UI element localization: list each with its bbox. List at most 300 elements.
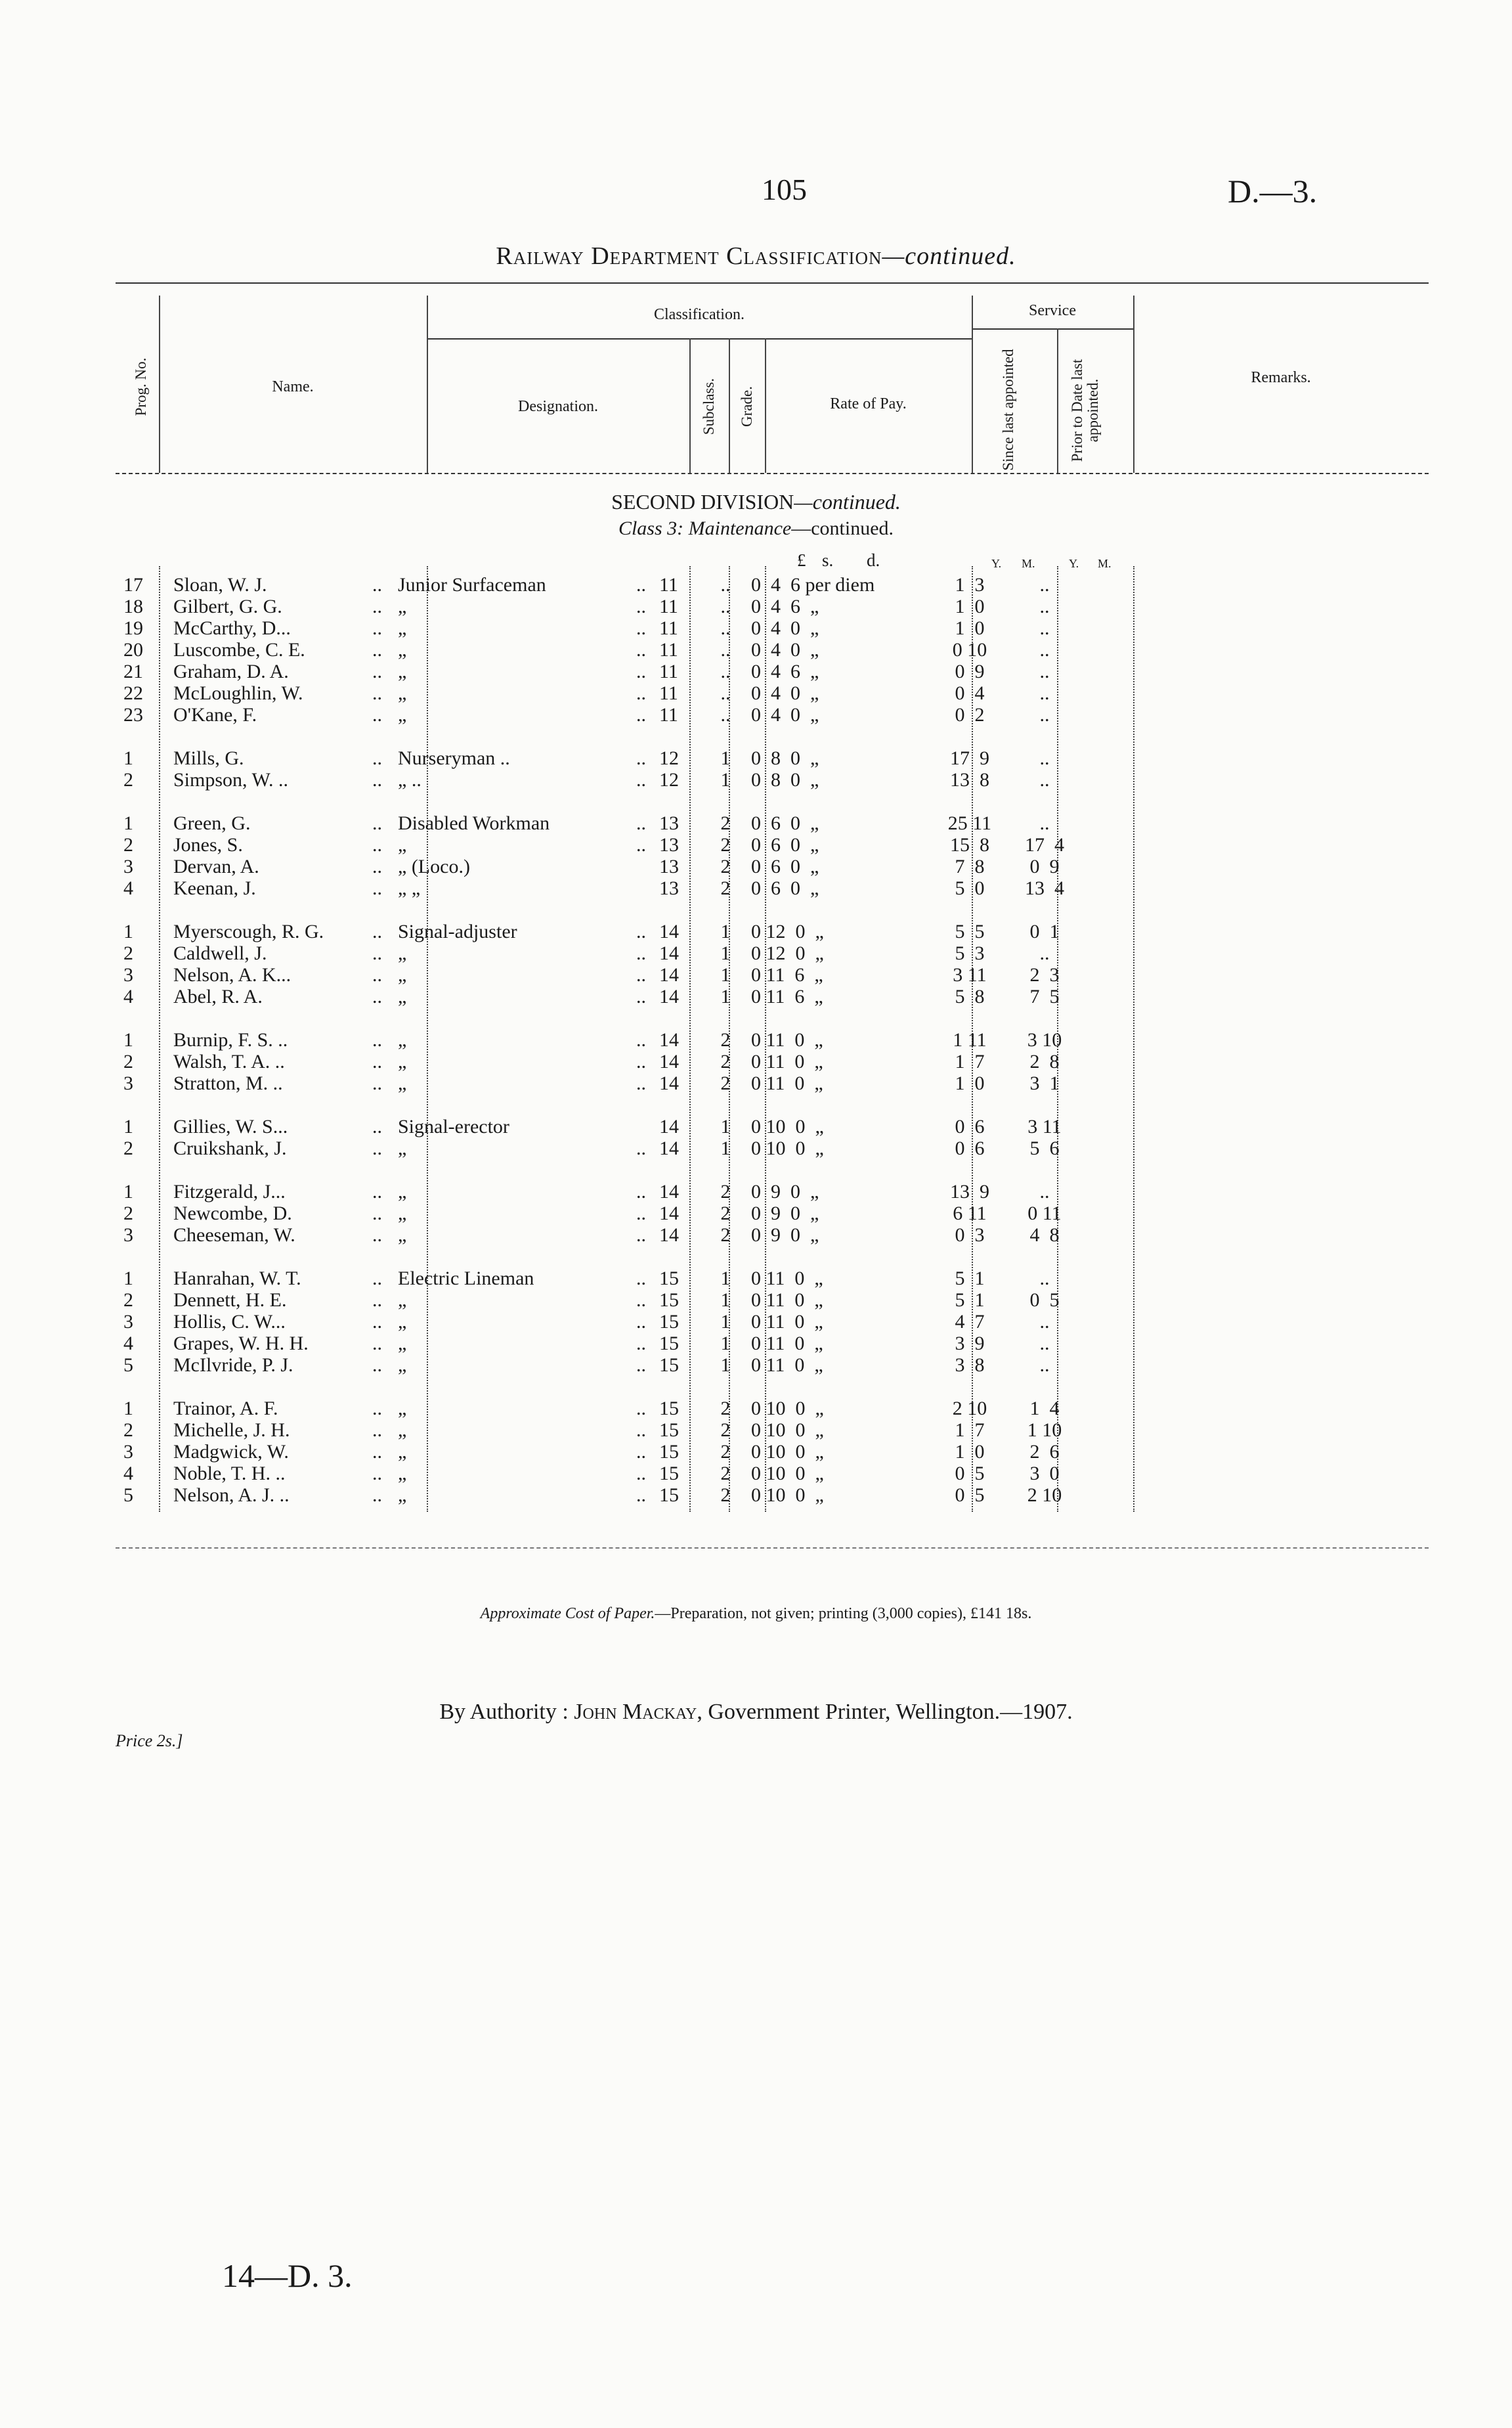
unit-months-prior: M.: [1098, 557, 1112, 570]
since-last-cell: 3 11: [953, 964, 987, 986]
table-row: [118, 574, 1081, 596]
designation-text: „: [398, 1289, 407, 1311]
grade-cell: ..: [720, 574, 731, 596]
printer-authority: [0, 1700, 1512, 1725]
unit-years-since: Y.: [991, 557, 1002, 570]
subclass-cell: 12: [659, 769, 679, 791]
prog-no-cell: 19: [123, 617, 143, 639]
rate-cell: 0 11 0 „: [751, 1354, 823, 1376]
name-leader-dots: ..: [372, 639, 382, 661]
name-text: Madgwick, W.: [173, 1441, 289, 1463]
rate-cell: 0 11 6 „: [751, 964, 823, 986]
classification-rule: [427, 338, 972, 340]
designation-leader-dots: ..: [636, 1051, 646, 1072]
subclass-cell: 14: [659, 1072, 679, 1094]
table-row: [118, 1268, 1081, 1289]
rate-cell: 0 6 0 „: [751, 812, 819, 834]
name-text: Simpson, W. ..: [173, 769, 289, 791]
table-row: [118, 639, 1081, 661]
name-leader-dots: ..: [372, 834, 382, 856]
grade-cell: 2: [720, 1029, 731, 1051]
subclass-cell: 14: [659, 1029, 679, 1051]
name-leader-dots: ..: [372, 877, 382, 899]
spacer-cell: [118, 791, 1081, 812]
designation-leader-dots: ..: [636, 1268, 646, 1289]
grade-cell: 2: [720, 812, 731, 834]
authority-prefix: By Authority :: [439, 1700, 574, 1724]
prog-no-cell: 2: [123, 942, 133, 964]
prior-to-date-cell: 0 9: [1029, 856, 1060, 877]
name-leader-dots: ..: [372, 812, 382, 834]
table-bottom-rule: [116, 1547, 1429, 1549]
name-leader-dots: ..: [372, 1419, 382, 1441]
grade-cell: 2: [720, 1224, 731, 1246]
name-leader-dots: ..: [372, 986, 382, 1007]
prog-no-cell: 2: [123, 834, 133, 856]
prior-to-date-cell: ..: [1039, 617, 1050, 639]
table-row: [118, 747, 1081, 769]
prior-to-date-cell: 3 10: [1027, 1029, 1062, 1051]
name-text: Michelle, J. H.: [173, 1419, 290, 1441]
name-text: McLoughlin, W.: [173, 682, 303, 704]
designation-cell: [390, 1224, 654, 1246]
since-last-cell: 0 6: [955, 1137, 985, 1159]
designation-cell: [390, 1398, 654, 1419]
authority-suffix: , Government Printer, Wellington.—1907.: [697, 1700, 1073, 1724]
since-last-cell: 1 7: [955, 1051, 985, 1072]
rate-cell: 0 12 0 „: [751, 942, 824, 964]
rate-cell: 0 8 0 „: [751, 747, 819, 769]
name-cell: [164, 1441, 390, 1463]
header-col-line-6: [972, 296, 973, 473]
name-cell: [164, 986, 390, 1007]
grade-cell: 1: [720, 747, 731, 769]
group-spacer: [118, 791, 1081, 812]
prior-to-date-cell: ..: [1039, 704, 1050, 726]
table-row: [118, 834, 1081, 856]
designation-text: „: [398, 1441, 407, 1463]
table-row: [118, 1224, 1081, 1246]
subclass-cell: 14: [659, 1137, 679, 1159]
table-row: [118, 964, 1081, 986]
prog-no-cell: 23: [123, 704, 143, 726]
grade-cell: 1: [720, 964, 731, 986]
name-leader-dots: ..: [372, 1484, 382, 1506]
designation-cell: [390, 704, 654, 726]
prior-to-date-cell: 2 10: [1027, 1484, 1062, 1506]
subclass-cell: 15: [659, 1441, 679, 1463]
subclass-cell: 14: [659, 964, 679, 986]
prog-no-cell: 1: [123, 1268, 133, 1289]
designation-text: Signal-adjuster: [398, 921, 517, 942]
grade-cell: 1: [720, 1311, 731, 1333]
designation-leader-dots: ..: [636, 1398, 646, 1419]
designation-text: „: [398, 1029, 407, 1051]
prog-no-cell: 3: [123, 856, 133, 877]
name-cell: [164, 704, 390, 726]
class-continued: —continued.: [791, 518, 894, 539]
table-row: [118, 1311, 1081, 1333]
since-last-cell: 5 1: [955, 1289, 985, 1311]
designation-cell: [390, 1419, 654, 1441]
since-last-cell: 0 3: [955, 1224, 985, 1246]
since-last-cell: 6 11: [953, 1203, 987, 1224]
name-cell: [164, 769, 390, 791]
subclass-cell: 11: [659, 639, 678, 661]
name-text: Noble, T. H. ..: [173, 1463, 286, 1484]
name-text: Myerscough, R. G.: [173, 921, 324, 942]
unit-shillings: s.: [822, 550, 834, 570]
name-text: Hanrahan, W. T.: [173, 1268, 301, 1289]
since-last-cell: 0 5: [955, 1484, 985, 1506]
since-last-cell: 1 0: [955, 596, 985, 617]
designation-text: „: [398, 1181, 407, 1203]
prog-no-cell: 18: [123, 596, 143, 617]
group-spacer: [118, 899, 1081, 921]
prior-to-date-cell: 0 5: [1029, 1289, 1060, 1311]
name-leader-dots: ..: [372, 1463, 382, 1484]
name-text: Cheeseman, W.: [173, 1224, 295, 1246]
designation-leader-dots: ..: [636, 1419, 646, 1441]
subclass-cell: 13: [659, 877, 679, 899]
table-row: [118, 1029, 1081, 1051]
name-leader-dots: ..: [372, 921, 382, 942]
designation-leader-dots: ..: [636, 1484, 646, 1506]
designation-text: „ ..: [398, 769, 421, 791]
rate-cell: 0 12 0 „: [751, 921, 824, 942]
rate-cell: 0 8 0 „: [751, 769, 819, 791]
since-last-cell: 3 9: [955, 1333, 985, 1354]
rate-cell: 0 11 0 „: [751, 1029, 823, 1051]
name-text: Graham, D. A.: [173, 661, 289, 682]
designation-text: Nurseryman ..: [398, 747, 510, 769]
designation-cell: [390, 661, 654, 682]
spacer-cell: [118, 1376, 1081, 1398]
designation-cell: [390, 682, 654, 704]
name-text: Stratton, M. ..: [173, 1072, 283, 1094]
designation-text: „: [398, 1051, 407, 1072]
table-row: [118, 877, 1081, 899]
rate-cell: 0 11 0 „: [751, 1289, 823, 1311]
header-col-line-3: [689, 338, 691, 473]
prior-to-date-cell: 3 11: [1027, 1116, 1062, 1137]
since-last-cell: 25 11: [947, 812, 992, 834]
name-leader-dots: ..: [372, 1181, 382, 1203]
header-bottom-rule: [116, 473, 1429, 474]
name-text: Sloan, W. J.: [173, 574, 267, 596]
grade-cell: 1: [720, 921, 731, 942]
prior-to-date-cell: 5 6: [1029, 1137, 1060, 1159]
rate-cell: 0 11 0 „: [751, 1072, 823, 1094]
prior-to-date-cell: ..: [1039, 574, 1050, 596]
designation-text: „: [398, 1419, 407, 1441]
prior-to-date-cell: 3 0: [1029, 1463, 1060, 1484]
designation-leader-dots: ..: [636, 1289, 646, 1311]
cost-text: —Preparation, not given; printing (3,000 copies), £141 18s.: [655, 1605, 1032, 1622]
designation-cell: [390, 639, 654, 661]
since-last-cell: 0 5: [955, 1463, 985, 1484]
since-last-cell: 0 6: [955, 1116, 985, 1137]
grade-cell: 2: [720, 1051, 731, 1072]
spacer-cell: [118, 1007, 1081, 1029]
designation-cell: [390, 1311, 654, 1333]
header-top-rule: [116, 282, 1429, 284]
name-leader-dots: ..: [372, 617, 382, 639]
prog-no-cell: 4: [123, 986, 133, 1007]
designation-leader-dots: ..: [636, 942, 646, 964]
name-cell: [164, 747, 390, 769]
division-heading: [0, 490, 1512, 514]
table-row: [118, 1051, 1081, 1072]
prior-to-date-cell: 1 10: [1027, 1419, 1062, 1441]
rate-cell: 0 10 0 „: [751, 1484, 824, 1506]
name-cell: [164, 574, 390, 596]
rate-cell: 0 11 0 „: [751, 1333, 823, 1354]
name-leader-dots: ..: [372, 1289, 382, 1311]
designation-text: „: [398, 682, 407, 704]
prior-to-date-cell: ..: [1039, 1333, 1050, 1354]
designation-leader-dots: ..: [636, 596, 646, 617]
name-leader-dots: ..: [372, 1311, 382, 1333]
rate-cell: 0 9 0 „: [751, 1203, 819, 1224]
name-cell: [164, 639, 390, 661]
price-label: Price 2s.]: [116, 1731, 183, 1750]
since-last-cell: 1 0: [955, 1441, 985, 1463]
designation-text: „: [398, 1484, 407, 1506]
name-leader-dots: ..: [372, 574, 382, 596]
group-spacer: [118, 1376, 1081, 1398]
grade-cell: 2: [720, 877, 731, 899]
name-leader-dots: ..: [372, 1137, 382, 1159]
prior-to-date-cell: 2 3: [1029, 964, 1060, 986]
designation-cell: [390, 769, 654, 791]
name-text: O'Kane, F.: [173, 704, 257, 726]
designation-cell: [390, 1029, 654, 1051]
subclass-cell: 15: [659, 1419, 679, 1441]
name-text: Luscombe, C. E.: [173, 639, 305, 661]
designation-leader-dots: ..: [636, 574, 646, 596]
prog-no-cell: 4: [123, 877, 133, 899]
subclass-cell: 15: [659, 1289, 679, 1311]
rate-cell: 0 4 0 „: [751, 639, 819, 661]
grade-cell: 2: [720, 1398, 731, 1419]
prior-to-date-cell: 0 1: [1029, 921, 1060, 942]
group-spacer: [118, 1007, 1081, 1029]
name-leader-dots: ..: [372, 661, 382, 682]
subclass-cell: 12: [659, 747, 679, 769]
name-cell: [164, 1224, 390, 1246]
prog-no-cell: 5: [123, 1354, 133, 1376]
prog-no-cell: 1: [123, 1029, 133, 1051]
subclass-cell: 15: [659, 1354, 679, 1376]
designation-text: „: [398, 704, 407, 726]
group-spacer: [118, 1094, 1081, 1116]
prog-no-cell: 4: [123, 1333, 133, 1354]
designation-leader-dots: ..: [636, 1181, 646, 1203]
designation-text: „: [398, 1203, 407, 1224]
name-leader-dots: ..: [372, 1354, 382, 1376]
name-text: Mills, G.: [173, 747, 244, 769]
designation-cell: [390, 942, 654, 964]
designation-leader-dots: ..: [636, 1029, 646, 1051]
prog-no-cell: 1: [123, 1181, 133, 1203]
group-spacer: [118, 1159, 1081, 1181]
name-cell: [164, 661, 390, 682]
name-text: McCarthy, D...: [173, 617, 291, 639]
prog-no-cell: 1: [123, 812, 133, 834]
subclass-cell: 14: [659, 1051, 679, 1072]
prog-no-cell: 2: [123, 769, 133, 791]
name-cell: [164, 1116, 390, 1137]
prior-to-date-cell: 3 1: [1029, 1072, 1060, 1094]
grade-cell: ..: [720, 661, 731, 682]
grade-cell: 2: [720, 1484, 731, 1506]
since-last-cell: 1 0: [955, 617, 985, 639]
name-leader-dots: ..: [372, 1268, 382, 1289]
table-row: [118, 856, 1081, 877]
header-prog-no: Prog. No.: [133, 357, 149, 416]
since-last-cell: 1 3: [955, 574, 985, 596]
rate-cell: 0 4 0 „: [751, 682, 819, 704]
prior-to-date-cell: 4 8: [1029, 1224, 1060, 1246]
designation-cell: [390, 1072, 654, 1094]
designation-leader-dots: ..: [636, 769, 646, 791]
name-leader-dots: ..: [372, 964, 382, 986]
prior-to-date-cell: ..: [1039, 1268, 1050, 1289]
designation-text: „: [398, 1137, 407, 1159]
name-cell: [164, 856, 390, 877]
designation-leader-dots: ..: [636, 1224, 646, 1246]
unit-years-prior: Y.: [1069, 557, 1079, 570]
subclass-cell: 13: [659, 812, 679, 834]
designation-text: „ „: [398, 877, 421, 899]
header-prior-to-date: Prior to Date last appointed.: [1069, 359, 1101, 462]
designation-text: „: [398, 639, 407, 661]
prior-to-date-cell: ..: [1039, 1311, 1050, 1333]
name-cell: [164, 1137, 390, 1159]
designation-cell: [390, 1181, 654, 1203]
table-row: [118, 1463, 1081, 1484]
designation-leader-dots: ..: [636, 1072, 646, 1094]
name-text: Gilbert, G. G.: [173, 596, 282, 617]
rate-cell: 0 11 0 „: [751, 1311, 823, 1333]
designation-cell: [390, 1484, 654, 1506]
since-last-cell: 5 3: [955, 942, 985, 964]
prog-no-cell: 1: [123, 747, 133, 769]
table-row: [118, 661, 1081, 682]
header-col-line-4: [729, 338, 730, 473]
designation-leader-dots: ..: [636, 617, 646, 639]
designation-text: „: [398, 1311, 407, 1333]
header-service: Service: [1029, 302, 1076, 319]
prog-no-cell: 2: [123, 1137, 133, 1159]
name-leader-dots: ..: [372, 1051, 382, 1072]
designation-leader-dots: ..: [636, 661, 646, 682]
designation-leader-dots: ..: [636, 834, 646, 856]
designation-leader-dots: ..: [636, 682, 646, 704]
designation-text: Disabled Workman: [398, 812, 550, 834]
prog-no-cell: 4: [123, 1463, 133, 1484]
rate-cell: 0 10 0 „: [751, 1441, 824, 1463]
grade-cell: 1: [720, 1289, 731, 1311]
classification-table: [118, 574, 1081, 1506]
prior-to-date-cell: ..: [1039, 596, 1050, 617]
header-since-last: Since last appointed: [1000, 349, 1016, 471]
designation-cell: [390, 1441, 654, 1463]
rate-cell: 0 4 0 „: [751, 704, 819, 726]
title-continued: —continued.: [882, 242, 1016, 270]
subclass-cell: 11: [659, 596, 678, 617]
designation-text: „: [398, 1333, 407, 1354]
table-row: [118, 1441, 1081, 1463]
prog-no-cell: 22: [123, 682, 143, 704]
subclass-cell: 13: [659, 834, 679, 856]
name-leader-dots: ..: [372, 1333, 382, 1354]
prior-to-date-cell: 2 8: [1029, 1051, 1060, 1072]
table-row: [118, 1181, 1081, 1203]
table-row: [118, 682, 1081, 704]
rate-cell: 0 9 0 „: [751, 1224, 819, 1246]
prior-to-date-cell: ..: [1039, 747, 1050, 769]
grade-cell: ..: [720, 704, 731, 726]
rate-cell: 0 6 0 „: [751, 877, 819, 899]
name-cell: [164, 921, 390, 942]
grade-cell: ..: [720, 617, 731, 639]
grade-cell: 2: [720, 1203, 731, 1224]
rate-cell: 0 4 6 „: [751, 661, 819, 682]
name-cell: [164, 1484, 390, 1506]
name-cell: [164, 942, 390, 964]
printer-name: John Mackay: [574, 1700, 697, 1724]
prog-no-cell: 2: [123, 1419, 133, 1441]
name-cell: [164, 1181, 390, 1203]
grade-cell: ..: [720, 596, 731, 617]
designation-text: Signal-erector: [398, 1116, 509, 1137]
designation-cell: [390, 834, 654, 856]
designation-cell: [390, 1137, 654, 1159]
designation-cell: [390, 596, 654, 617]
designation-leader-dots: ..: [636, 639, 646, 661]
designation-cell: [390, 812, 654, 834]
prog-no-cell: 1: [123, 921, 133, 942]
name-text: Abel, R. A.: [173, 986, 263, 1007]
table-row: [118, 1072, 1081, 1094]
designation-text: „ (Loco.): [398, 856, 470, 877]
name-cell: [164, 1203, 390, 1224]
designation-text: „: [398, 1463, 407, 1484]
designation-cell: [390, 1268, 654, 1289]
table-row: [118, 769, 1081, 791]
header-classification: Classification.: [654, 306, 745, 323]
rate-cell: 0 4 6 per diem: [751, 574, 875, 596]
cost-footnote: [0, 1605, 1512, 1623]
since-last-cell: 3 8: [955, 1354, 985, 1376]
since-last-cell: 15 8: [950, 834, 989, 856]
table-row: [118, 1419, 1081, 1441]
since-last-cell: 5 8: [955, 986, 985, 1007]
name-leader-dots: ..: [372, 747, 382, 769]
prior-to-date-cell: ..: [1039, 812, 1050, 834]
name-text: Hollis, C. W...: [173, 1311, 286, 1333]
prior-to-date-cell: 2 6: [1029, 1441, 1060, 1463]
rate-cell: 0 4 6 „: [751, 596, 819, 617]
table-row: [118, 1289, 1081, 1311]
name-text: Jones, S.: [173, 834, 243, 856]
prog-no-cell: 17: [123, 574, 143, 596]
since-last-cell: 0 4: [955, 682, 985, 704]
cost-label: Approximate Cost of Paper.: [480, 1605, 655, 1622]
subclass-cell: 15: [659, 1268, 679, 1289]
